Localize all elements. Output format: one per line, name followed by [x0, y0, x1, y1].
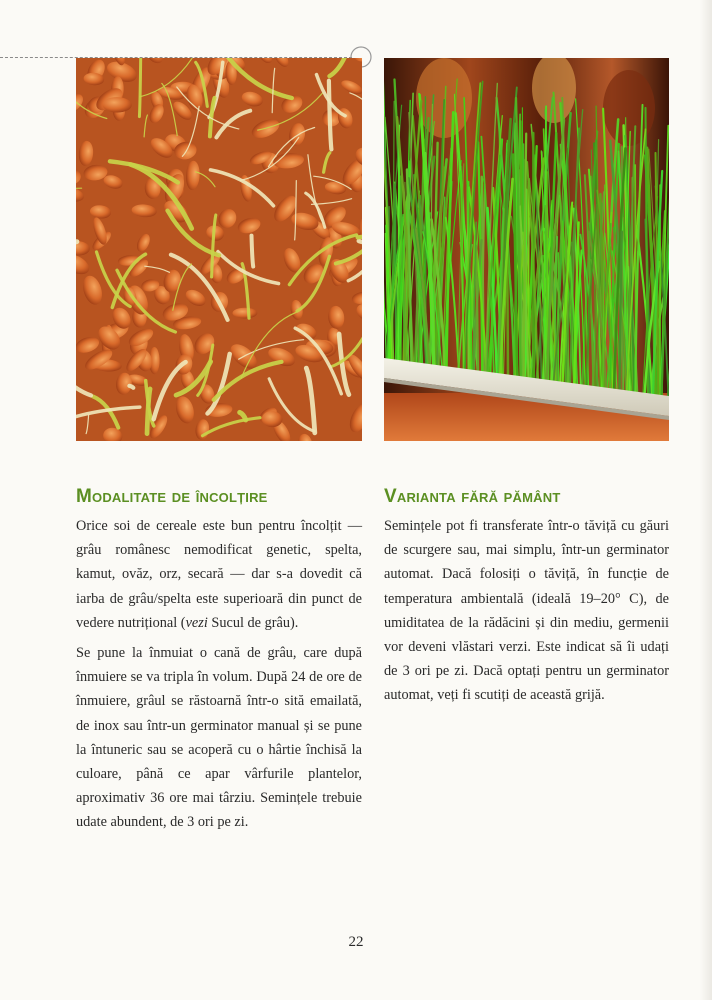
section-heading: Varianta fără pământ [384, 486, 561, 507]
paragraph-2: Se pune la înmuiat o cană de grâu, care după înmuiere se va tripla în volum. După 24 de ore de înmuiere, grâul se răstoarnă într-o sită emailată, de inox sau într-un germinator manual și se pune la întuneric sau se acoperă cu o hârtie închisă la culoare, până ce apar vârfurile plantelor, aproximativ 36 ore mai târziu. Semințele trebuie udate abundent, de 3 ori pe zi. [76, 645, 362, 831]
page-number: 22 [348, 934, 364, 950]
section-heading: Modalitate de încolțire [76, 486, 268, 507]
page-edge-shadow [700, 0, 712, 1000]
sprouted-grains-photo [76, 58, 362, 441]
wheatgrass-tray-photo [384, 58, 669, 441]
paragraph-1: Semințele pot fi transferate într-o tăviță cu găuri de scurgere sau, mai simplu, într-un germinator automat. Dacă folosiți o tăviță, în funcție de temperatura ambientală (ideală 19–20° C), de umiditatea de la rădăcini și din mediu, germenii vor deveni vlăstari verzi. Este indicat să îi udați de 3 ori pe zi. Dacă optați pentru un germinator automat, veți fi scutiți de această grijă. [384, 518, 669, 704]
section-fara-pamant [384, 484, 669, 714]
paragraph-1 [76, 514, 362, 635]
paragraph-1-text: Orice soi de cereale este bun pentru încolțit — grâu românesc nemodificat genetic, spelta, kamut, ovăz, orz, secară — dar s-a dovedit că iarba de grâu/spelta este superioară din punct de vedere nutrițional (vezi Sucul de grâu). [76, 518, 362, 631]
section-incoltire [76, 484, 362, 841]
